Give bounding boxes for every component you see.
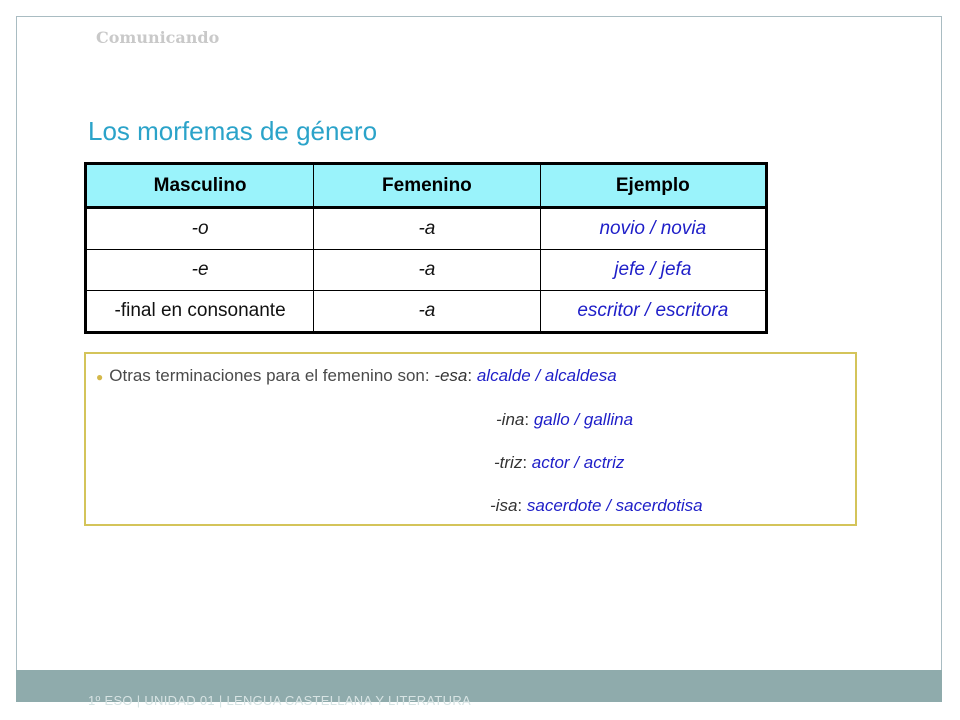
note-line-ina: -ina: gallo / gallina xyxy=(496,410,634,429)
table-row xyxy=(86,250,767,291)
page-title: Los morfemas de género xyxy=(88,116,378,146)
other-endings-note xyxy=(84,352,857,526)
cell-femenino: -a xyxy=(314,208,541,250)
column-header-ejemplo: Ejemplo xyxy=(540,164,766,208)
note-suffix: -triz xyxy=(494,453,523,472)
note-intro: Otras terminaciones para el femenino son: xyxy=(109,366,435,385)
cell-ejemplo: jefe / jefa xyxy=(540,250,766,291)
note-line-isa: -isa: sacerdote / sacerdotisa xyxy=(490,496,703,515)
cell-masculino: -final en consonante xyxy=(86,291,314,333)
note-example: actor / actriz xyxy=(531,453,625,472)
table-header-row xyxy=(86,164,767,208)
cell-femenino: -a xyxy=(314,250,541,291)
note-line-esa: ● Otras terminaciones para el femenino son: -esa: alcalde / alcaldesa xyxy=(96,366,617,385)
cell-ejemplo: escritor / escritora xyxy=(540,291,766,333)
table-row xyxy=(86,291,767,333)
gender-morpheme-table xyxy=(84,162,768,334)
table-row xyxy=(86,208,767,250)
column-header-masculino: Masculino xyxy=(86,164,314,208)
note-suffix: -esa xyxy=(434,366,468,385)
note-suffix: -ina xyxy=(496,410,525,429)
footer-text: 1º ESO | UNIDAD 01 | LENGUA CASTELLANA Y LITERATURA xyxy=(88,693,471,708)
note-line-triz: -triz: actor / actriz xyxy=(494,453,625,472)
note-example: sacerdote / sacerdotisa xyxy=(526,496,703,515)
cell-masculino: -o xyxy=(86,208,314,250)
column-header-femenino: Femenino xyxy=(314,164,541,208)
cell-femenino: -a xyxy=(314,291,541,333)
note-suffix: -isa xyxy=(490,496,518,515)
cell-masculino: -e xyxy=(86,250,314,291)
note-example: gallo / gallina xyxy=(533,410,634,429)
bullet-icon: ● xyxy=(96,369,104,384)
header-label: Comunicando xyxy=(96,28,220,47)
note-example: alcalde / alcaldesa xyxy=(476,366,617,385)
cell-ejemplo: novio / novia xyxy=(540,208,766,250)
